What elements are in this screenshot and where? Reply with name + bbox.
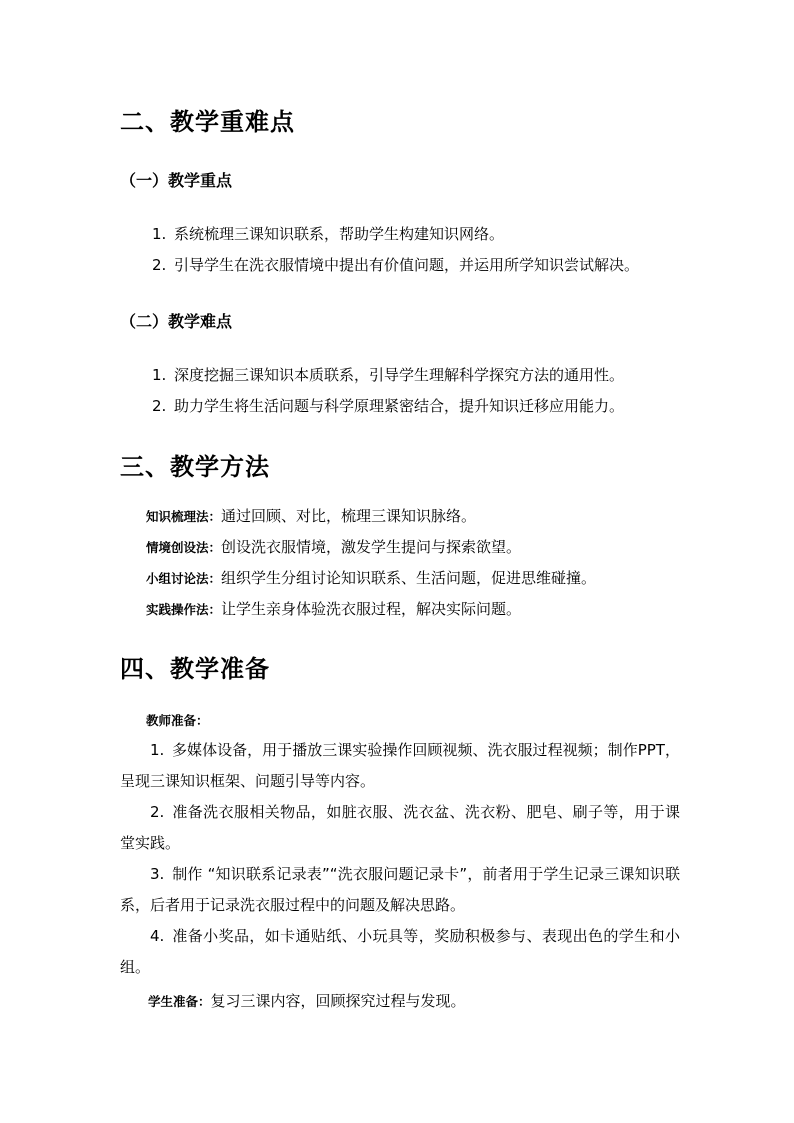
list-item-text: 助力学生将生活问题与科学原理紧密结合，提升知识迁移应用能力。 <box>174 397 625 415</box>
item-text: 准备小奖品，如卡通贴纸、小玩具等，奖励积极参与、表现出色的学生和小组。 <box>120 927 680 976</box>
method-name: 实践操作法： <box>146 602 222 617</box>
item-number: 3. <box>150 865 165 883</box>
teacher-prep-item <box>120 859 680 921</box>
teacher-prep-item <box>120 797 680 859</box>
list-item <box>152 224 504 244</box>
list-item <box>152 365 624 385</box>
method-item <box>146 568 596 589</box>
subheading-key-points: （一）教学重点 <box>120 171 233 190</box>
list-item-text: 引导学生在洗衣服情境中提出有价值问题，并运用所学知识尝试解决。 <box>174 256 640 274</box>
method-name: 情境创设法： <box>146 540 222 555</box>
method-text: 通过回顾、对比，梳理三课知识脉络。 <box>221 507 477 525</box>
teacher-prep-item <box>120 921 680 983</box>
student-prep-text: 复习三课内容，回顾探究过程与发现。 <box>210 992 466 1010</box>
item-text: 制作 “知识联系记录表”“洗衣服问题记录卡”，前者用于学生记录三课知识联系，后者用于记录洗衣服过程中的问题及解决思路。 <box>120 865 680 914</box>
teacher-prep-item <box>120 735 680 797</box>
item-number: 2. <box>150 803 165 821</box>
list-item-number: 2. <box>152 256 167 274</box>
method-text: 让学生亲身体验洗衣服过程，解决实际问题。 <box>221 600 522 618</box>
section-heading-methods: 三、教学方法 <box>120 453 270 481</box>
list-item-text: 系统梳理三课知识联系，帮助学生构建知识网络。 <box>174 225 505 243</box>
list-item <box>152 255 639 275</box>
method-item <box>146 599 521 620</box>
item-number: 4. <box>150 927 165 945</box>
list-item-number: 1. <box>152 366 167 384</box>
method-name: 小组讨论法： <box>146 571 222 586</box>
method-text: 创设洗衣服情境，激发学生提问与探索欲望。 <box>221 538 522 556</box>
list-item-number: 1. <box>152 225 167 243</box>
section-heading-preparation: 四、教学准备 <box>120 655 270 683</box>
subheading-difficult-points: （二）教学难点 <box>120 312 233 331</box>
student-prep <box>148 990 466 1011</box>
method-item <box>146 506 476 527</box>
student-prep-label: 学生准备： <box>148 994 211 1009</box>
item-text: 多媒体设备，用于播放三课实验操作回顾视频、洗衣服过程视频；制作PPT，呈现三课知识框架、问题引导等内容。 <box>120 741 680 790</box>
section-heading-key-difficult: 二、教学重难点 <box>120 108 295 136</box>
method-name: 知识梳理法： <box>146 509 222 524</box>
item-number: 1. <box>150 741 165 759</box>
list-item <box>152 396 624 416</box>
teacher-prep-label: 教师准备： <box>146 713 209 728</box>
list-item-number: 2. <box>152 397 167 415</box>
item-text: 准备洗衣服相关物品，如脏衣服、洗衣盆、洗衣粉、肥皂、刷子等，用于课堂实践。 <box>120 803 680 852</box>
method-text: 组织学生分组讨论知识联系、生活问题，促进思维碰撞。 <box>221 569 597 587</box>
list-item-text: 深度挖掘三课知识本质联系，引导学生理解科学探究方法的通用性。 <box>174 366 625 384</box>
method-item <box>146 537 521 558</box>
